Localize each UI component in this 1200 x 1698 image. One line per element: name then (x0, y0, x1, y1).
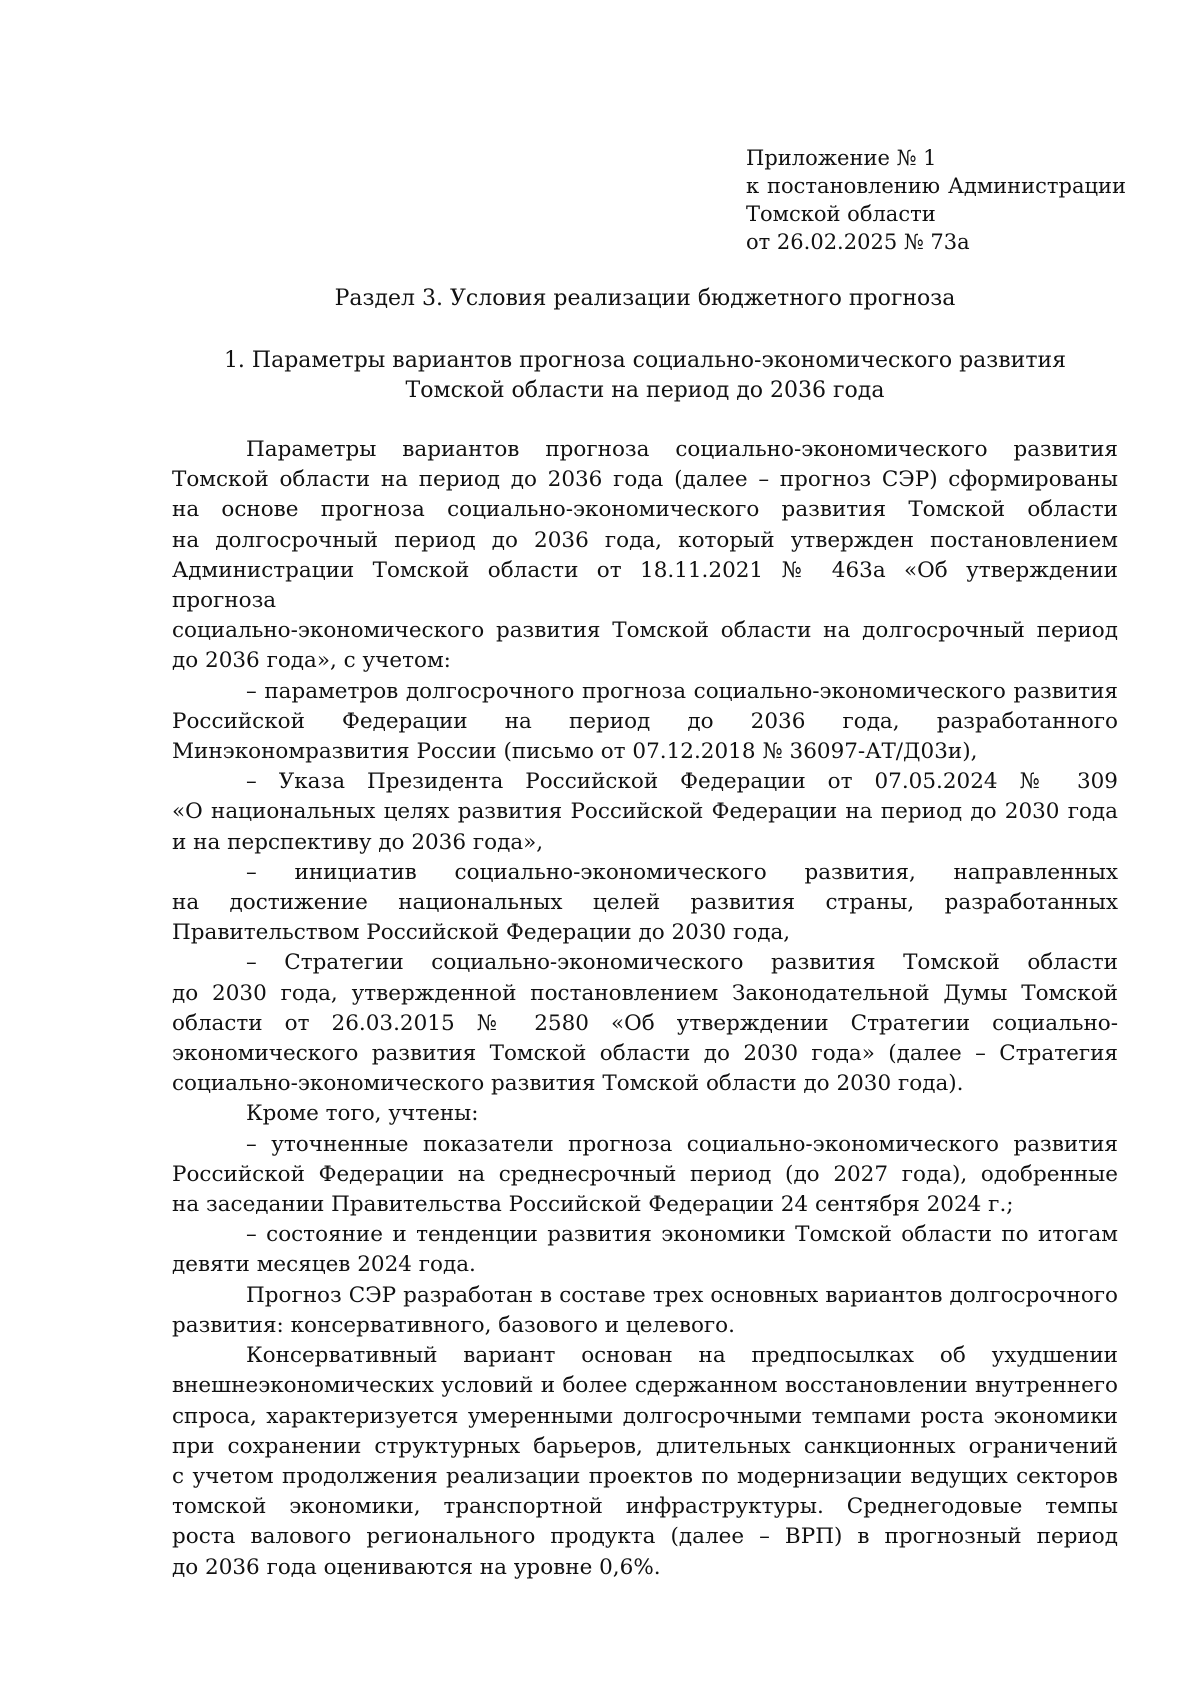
text-line: Российской Федерации на период до 2036 года, разработанного (172, 708, 1118, 734)
text-line: Томской области на период до 2036 года (далее – прогноз СЭР) сформированы (172, 467, 1118, 493)
text-line: – состояние и тенденции развития экономики Томской области по итогам (246, 1222, 1118, 1248)
text-line: на основе прогноза социально-экономического развития Томской области (172, 497, 1118, 523)
text-line: Консервативный вариант основан на предпосылках об ухудшении (246, 1343, 1118, 1369)
subsection-title-line: 1. Параметры вариантов прогноза социально-экономического развития (223, 348, 1067, 373)
appendix-header (746, 144, 1126, 256)
text-line: на достижение национальных целей развития страны, разработанных (172, 890, 1118, 916)
list-item (172, 1130, 1118, 1221)
text-line: экономического развития Томской области до 2030 года» (далее – Стратегия (172, 1041, 1118, 1067)
text-line: до 2036 года», с учетом: (172, 648, 451, 674)
text-line: Правительством Российской Федерации до 2030 года, (172, 920, 791, 946)
subsection-title-line: Томской области на период до 2036 года (405, 378, 885, 403)
text-line: спроса, характеризуется умеренными долгосрочными темпами роста экономики (172, 1403, 1118, 1429)
text-line: и на перспективу до 2036 года», (172, 829, 544, 855)
text-line: социально-экономического развития Томской области до 2030 года). (172, 1071, 964, 1097)
appendix-resolution: к постановлению Администрации (746, 174, 1126, 198)
text-line: Минэкономразвития России (письмо от 07.12.2018 № 36097-АТ/Д03и), (172, 739, 978, 765)
text-line: при сохранении структурных барьеров, длительных санкционных ограничений (172, 1433, 1118, 1459)
list-item (172, 948, 1118, 1099)
text-line: на заседании Правительства Российской Федерации 24 сентября 2024 г.; (172, 1192, 1014, 1218)
text-line: Параметры вариантов прогноза социально-экономического развития (246, 437, 1118, 462)
text-line: – инициатив социально-экономического развития, направленных (246, 859, 1118, 885)
paragraph (172, 1099, 1118, 1129)
list-item (172, 858, 1118, 949)
text-line: «О национальных целях развития Российской Федерации на период до 2030 года (172, 799, 1118, 825)
text-line: Администрации Томской области от 18.11.2021 № 463а «Об утверждении прогноза (172, 557, 1118, 614)
text-line: Прогноз СЭР разработан в составе трех основных вариантов долгосрочного (246, 1282, 1118, 1308)
text-line: – Стратегии социально-экономического развития Томской области (246, 950, 1118, 976)
paragraph (172, 1341, 1118, 1583)
text-line: внешнеэкономических условий и более сдержанном восстановлении внутреннего (172, 1373, 1118, 1399)
text-line: до 2036 года оцениваются на уровне 0,6%. (172, 1554, 661, 1580)
appendix-region: Томской области (746, 202, 936, 226)
text-line: области от 26.03.2015 № 2580 «Об утверждении Стратегии социально- (172, 1010, 1118, 1036)
text-line: – Указа Президента Российской Федерации от 07.05.2024 № 309 (246, 769, 1118, 795)
document-body (172, 435, 1118, 1583)
text-line: роста валового регионального продукта (далее – ВРП) в прогнозный период (172, 1524, 1118, 1550)
appendix-date: от 26.02.2025 № 73а (746, 230, 970, 254)
text-line: Российской Федерации на среднесрочный период (до 2027 года), одобренные (172, 1161, 1118, 1187)
text-line: до 2030 года, утвержденной постановлением Законодательной Думы Томской (172, 980, 1118, 1006)
appendix-number: Приложение № 1 (746, 146, 937, 170)
paragraph (172, 435, 1118, 677)
list-item (172, 1220, 1118, 1280)
text-line: – параметров долгосрочного прогноза социально-экономического развития (246, 678, 1118, 704)
text-line: с учетом продолжения реализации проектов по модернизации ведущих секторов (172, 1463, 1118, 1489)
text-line: девяти месяцев 2024 года. (172, 1252, 476, 1278)
paragraph (172, 1281, 1118, 1341)
text-line: социально-экономического развития Томской области на долгосрочный период (172, 618, 1118, 644)
section-title: Раздел 3. Условия реализации бюджетного прогноза (334, 286, 956, 311)
text-line: – уточненные показатели прогноза социально-экономического развития (246, 1131, 1118, 1157)
text-line: Кроме того, учтены: (246, 1101, 479, 1127)
text-line: томской экономики, транспортной инфраструктуры. Среднегодовые темпы (172, 1494, 1118, 1520)
text-line: на долгосрочный период до 2036 года, который утвержден постановлением (172, 527, 1118, 553)
list-item (172, 767, 1118, 858)
subsection-title (172, 346, 1118, 406)
text-line: развития: консервативного, базового и целевого. (172, 1312, 735, 1338)
list-item (172, 677, 1118, 768)
